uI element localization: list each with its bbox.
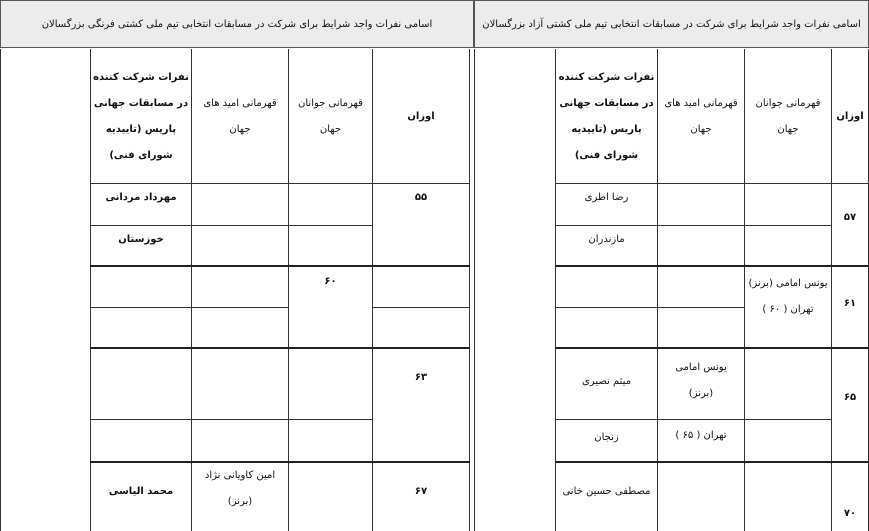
right-weight-65: ۶۵ <box>843 392 857 403</box>
right-col-hopes: قهرمانی امید های جهان <box>664 98 738 135</box>
right-hopes-65: یونس امامی (برنز) <box>675 362 727 399</box>
right-col-weights: اوزان <box>836 111 864 122</box>
right-youth-61: یونس امامی (برنز) تهران ( ۶۰ ) <box>748 278 828 315</box>
right-weight-61: ۶۱ <box>843 298 857 309</box>
left-paris-67: محمد الیاسی <box>108 486 174 497</box>
right-paris-70: مصطفی حسین خانی <box>562 486 651 497</box>
right-paris-65-province: زنجان <box>594 432 619 443</box>
left-weight-67: ۶۷ <box>414 486 428 497</box>
right-col-youth: قهرمانی جوانان جهان <box>755 98 821 135</box>
right-weight-70: ۷۰ <box>843 508 857 519</box>
left-weight-63: ۶۳ <box>414 372 428 383</box>
right-hopes-65-province: تهران ( ۶۵ ) <box>675 430 727 441</box>
left-col-paris: نفرات شرکت کننده در مسابقات جهانی پاریس (تاییدیه شورای فنی) <box>93 72 189 161</box>
right-paris-57-name: رضا اطری <box>584 192 629 203</box>
left-table <box>0 49 474 531</box>
left-paris-55-name: مهرداد مردانی <box>105 192 177 203</box>
right-weight-57: ۵۷ <box>843 212 857 223</box>
left-col-weights: اوزان <box>407 111 435 122</box>
left-youth-60: ۶۰ <box>324 276 337 287</box>
right-paris-65-name: میثم نصیری <box>581 376 632 387</box>
left-hopes-67: امین کاویانی نژاد (برنز) <box>204 470 276 507</box>
right-table <box>474 49 869 531</box>
left-table-title: اسامی نفرات واجد شرایط برای شرکت در مسابقات انتخابی تیم ملی کشتی فرنگی بزرگسالان <box>0 0 474 48</box>
right-col-paris: نفرات شرکت کننده در مسابقات جهانی پاریس (تاییدیه شورای فنی) <box>558 72 655 161</box>
left-col-hopes: قهرمانی امید های جهان <box>203 98 277 135</box>
right-paris-57-province: مازندران <box>588 234 625 245</box>
left-col-youth: قهرمانی جوانان جهان <box>298 98 363 135</box>
left-paris-55-province: خوزستان <box>118 234 164 245</box>
right-table-title: اسامی نفرات واجد شرایط برای شرکت در مسابقات انتخابی تیم ملی کشتی آزاد بزرگسالان <box>474 0 869 48</box>
left-weight-55: ۵۵ <box>414 192 428 203</box>
